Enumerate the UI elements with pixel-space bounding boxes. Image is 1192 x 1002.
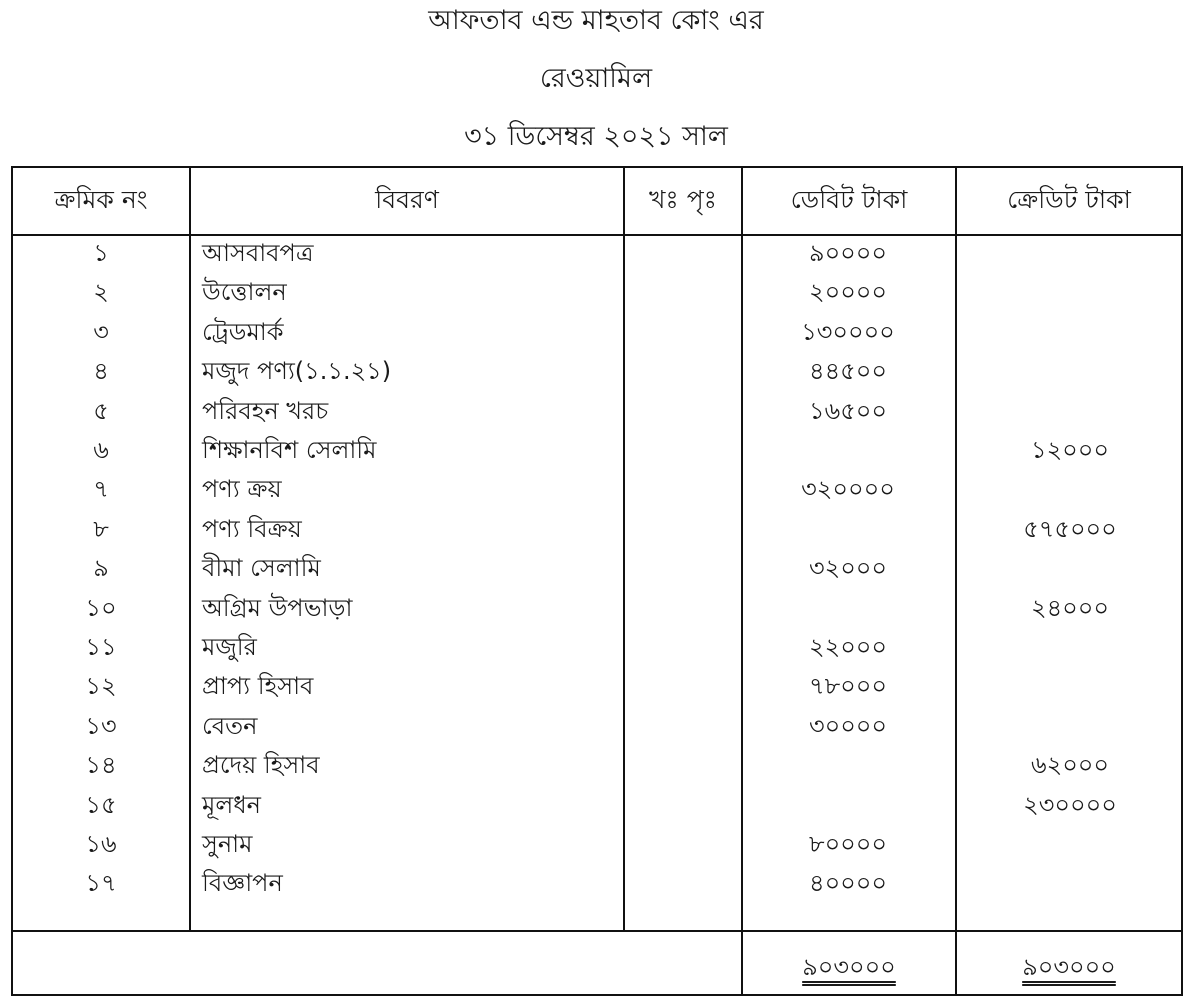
table-row (13, 470, 1181, 509)
table-row (13, 234, 1181, 273)
debit-cell: ৭৮০০০ (809, 672, 887, 701)
table-row (13, 825, 1181, 864)
serial-cell: ৪ (93, 357, 109, 386)
serial-cell: ২ (93, 278, 109, 307)
col-header-credit: ক্রেডিট টাকা (1007, 184, 1131, 214)
serial-cell: ১৫ (85, 790, 117, 819)
debit-cell (741, 589, 955, 628)
serial-cell: ১০ (85, 593, 117, 622)
table-row (13, 431, 1181, 470)
debit-cell: ২২০০০ (808, 633, 888, 661)
table-row (13, 746, 1181, 785)
debit-cell: ৩২০০০০ (801, 475, 895, 504)
debit-cell: ৯০০০০ (809, 239, 887, 267)
debit-cell: ১৬৫০০ (809, 396, 887, 425)
description-cell: বীমা সেলামি (202, 554, 321, 583)
serial-cell: ১২ (85, 672, 117, 701)
description-cell: প্রদেয় হিসাব (202, 751, 320, 780)
description-cell: পণ্য বিক্রয় (202, 514, 302, 543)
credit-cell (957, 352, 1183, 391)
statement-title: রেওয়ামিল (539, 63, 653, 94)
credit-cell: ৬২০০০ (1030, 751, 1110, 780)
serial-cell: ৩ (93, 317, 109, 346)
credit-cell (957, 549, 1183, 588)
serial-cell: ৭ (93, 475, 109, 504)
col-header-serial: ক্রমিক নং (54, 184, 148, 214)
description-cell: অগ্রিম উপভাড়া (202, 593, 353, 622)
table-row (13, 628, 1181, 667)
table-row (13, 589, 1181, 628)
table-row (13, 549, 1181, 588)
description-cell: বিজ্ঞাপন (202, 869, 283, 898)
credit-cell (957, 825, 1183, 864)
debit-cell: ৮০০০০ (809, 830, 887, 858)
table-row (13, 313, 1181, 352)
serial-cell: ১১ (85, 633, 117, 661)
col-header-description: বিবরণ (375, 184, 439, 214)
table-row (13, 667, 1181, 706)
credit-cell: ২৩০০০০ (1023, 790, 1117, 819)
description-cell: বেতন (202, 711, 258, 740)
description-cell: উত্তোলন (202, 278, 287, 307)
table-row (13, 786, 1181, 825)
debit-cell: ৪৪৫০০ (809, 357, 887, 386)
description-cell: শিক্ষানবিশ সেলামি (202, 436, 377, 464)
credit-cell (957, 667, 1183, 706)
col-header-ledger-page: খঃ পৃঃ (649, 184, 717, 214)
table-row (13, 352, 1181, 391)
serial-cell: ৬ (93, 436, 109, 464)
description-cell: ট্রেডমার্ক (202, 317, 284, 346)
debit-cell: ৩২০০০ (808, 554, 888, 583)
credit-cell (957, 313, 1183, 352)
credit-cell (957, 628, 1183, 667)
serial-cell: ৮ (93, 514, 109, 543)
description-cell: মূলধন (202, 790, 261, 819)
debit-cell (741, 746, 955, 785)
credit-cell: ২৪০০০ (1031, 593, 1109, 622)
debit-cell (741, 431, 955, 470)
credit-cell (957, 707, 1183, 746)
credit-cell (957, 234, 1183, 273)
total-credit: ৯০৩০০০ (1022, 953, 1116, 981)
serial-cell: ১৪ (85, 751, 117, 780)
description-cell: প্রাপ্য হিসাব (202, 672, 314, 701)
company-title: আফতাব এন্ড মাহতাব কোং এর (428, 5, 764, 36)
table-row (13, 707, 1181, 746)
date-title: ৩১ ডিসেম্বর ২০২১ সাল (464, 121, 728, 152)
debit-cell: ২০০০০ (808, 278, 888, 307)
description-cell: পরিবহন খরচ (202, 396, 329, 425)
serial-cell: ১৬ (85, 830, 117, 858)
debit-cell (741, 510, 955, 549)
serial-cell: ১ (93, 239, 109, 267)
debit-cell: ৪০০০০ (809, 869, 887, 898)
serial-cell: ৯ (93, 554, 109, 583)
credit-cell: ১২০০০ (1031, 436, 1109, 464)
debit-cell: ১৩০০০০ (801, 317, 895, 346)
table-row (13, 392, 1181, 431)
serial-cell: ১৩ (85, 711, 117, 740)
description-cell: সুনাম (202, 830, 253, 858)
debit-cell (741, 786, 955, 825)
description-cell: পণ্য ক্রয় (202, 475, 282, 504)
totals-divider (13, 930, 1181, 932)
credit-cell (957, 392, 1183, 431)
credit-cell (957, 470, 1183, 509)
description-cell: আসবাবপত্র (202, 239, 314, 267)
serial-cell: ৫ (93, 396, 109, 425)
description-cell: মজুরি (202, 633, 257, 661)
table-row (13, 510, 1181, 549)
total-debit: ৯০৩০০০ (802, 953, 896, 981)
credit-cell: ৫৭৫০০০ (1023, 514, 1117, 543)
credit-cell (957, 864, 1183, 903)
serial-cell: ১৭ (85, 869, 117, 898)
col-header-debit: ডেবিট টাকা (790, 184, 908, 214)
credit-cell (957, 273, 1183, 312)
debit-cell: ৩০০০০ (808, 711, 888, 740)
table-row (13, 864, 1181, 903)
trial-balance-table (11, 166, 1183, 996)
description-cell: মজুদ পণ্য(১.১.২১) (202, 357, 392, 386)
table-row (13, 273, 1181, 312)
